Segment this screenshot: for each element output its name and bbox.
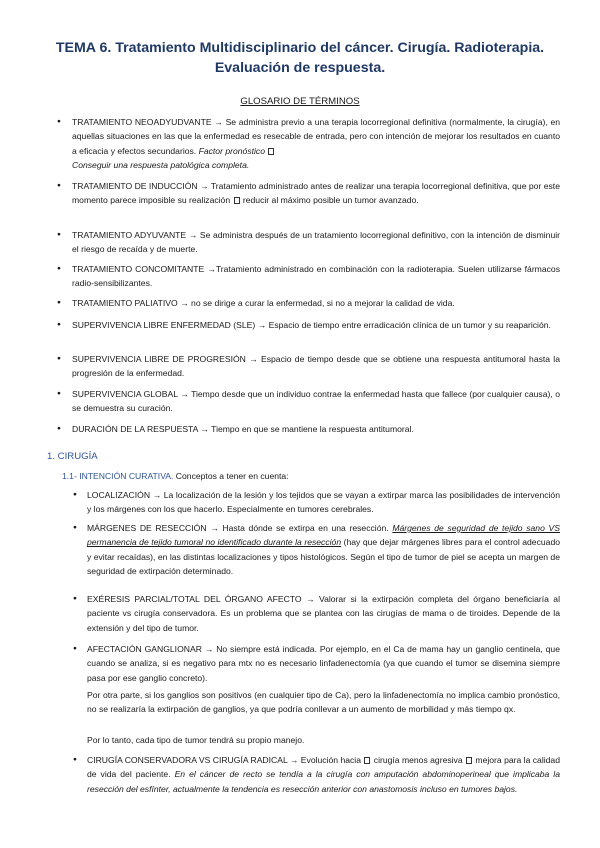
glossary-item-paliativo: ● TRATAMIENTO PALIATIVO → no se dirige a curar la enfermedad, si no a mejorar la calidad de vida. bbox=[72, 296, 560, 310]
glossary-item-induccion: ● TRATAMIENTO DE INDUCCIÓN → Tratamiento administrado antes de realizar una terapia locorregional definitiva, que por este momento parece imposible su realización reducir al máximo posible un tumor avanzado. bbox=[72, 179, 560, 208]
glossary-item-progresion: ● SUPERVIVENCIA LIBRE DE PROGRESIÓN → Espacio de tiempo desde que se obtiene una respuesta antitumoral hasta la progresión de la enfermedad. bbox=[72, 352, 560, 381]
glossary-item-neoadyuvante: ● TRATAMIENTO NEOADYUDVANTE → Se administra previo a una terapia locorregional definitiva (normalmente, la cirugía), en aquellas situaciones en las que la enfermedad es resecable de entrada, pero con intención de mejorar los resultados en cuanto a eficacia y efectos secundarios. Factor pronóstico Conseguir una respuesta patológica completa. bbox=[72, 115, 560, 172]
checkbox-glyph-icon bbox=[364, 757, 370, 764]
concept-exeresis: ● EXÉRESIS PARCIAL/TOTAL DEL ÓRGANO AFECTO → Valorar si la extirpación completa del órgano beneficiaría al paciente vs cirugía conservadora. Es un problema que se plantea con las cirugías de mama o de tiroides. Depende de la extensión y del tipo de tumor. bbox=[87, 592, 560, 635]
document-title bbox=[40, 38, 560, 78]
glossary-item-duracion: ● DURACIÓN DE LA RESPUESTA → Tiempo en que se mantiene la respuesta antitumoral. bbox=[72, 422, 560, 436]
concept-afectacion-ganglionar: ● AFECTACIÓN GANGLIONAR → No siempre está indicada. Por ejemplo, en el Ca de mama hay un ganglio centinela, que cuando se analiza, si es negativo para mtx no es necesario linfadenectomía (ya que cuando el tumor se disemina siempre pasa por ese ganglio concreto). bbox=[87, 642, 560, 685]
glossary-item-adyuvante: ● TRATAMIENTO ADYUVANTE → Se administra después de un tratamiento locorregional definitivo, con la intención de disminuir el riesgo de recaída y de muerte. bbox=[72, 228, 560, 257]
section-heading-cirugia: 1. CIRUGÍA bbox=[47, 451, 98, 462]
title-line-1: TEMA 6. Tratamiento Multidisciplinario del cáncer. Cirugía. Radioterapia. bbox=[55, 40, 545, 56]
concept-localizacion: ● LOCALIZACIÓN → La localización de la lesión y los tejidos que se vayan a extirpar marca las posibilidades de intervención y los márgenes con los que hacerlo. Especialmente en tumores cerebrales. bbox=[87, 488, 560, 517]
checkbox-glyph-icon bbox=[466, 757, 472, 764]
concept-margenes: ● MÁRGENES DE RESECCIÓN → Hasta dónde se extirpa en una resección. Márgenes de seguridad de tejido sano VS permanencia de tejido tumoral no identificado durante la resección (hay que dejar márgenes libres para el control adecuado y evitar recaídas), en las distintas localizaciones y tipos histológicos. Según el tipo de tumor de piel se acepta un margen de seguridad de extirpación determinado. bbox=[87, 521, 560, 578]
checkbox-glyph-icon bbox=[234, 197, 240, 204]
title-line-2: Evaluación de respuesta. bbox=[214, 60, 386, 76]
paragraph-manejo: Por lo tanto, cada tipo de tumor tendrá su propio manejo. bbox=[87, 735, 305, 745]
paragraph-ganglios-positivos: Por otra parte, si los ganglios son positivos (en cualquier tipo de Ca), pero la linfadenectomía no implica cambio pronóstico, no se realizaría la extirpación de ganglios, ya que podría conllevar a un aumento de morbilidad y más tiempo qx. bbox=[87, 690, 560, 715]
subsection-heading: 1.1- INTENCIÓN CURATIVA. Conceptos a tener en cuenta: bbox=[62, 471, 289, 481]
concept-cirugia-conservadora: ● CIRUGÍA CONSERVADORA VS CIRUGÍA RADICAL → Evolución hacia cirugía menos agresiva mejora para la calidad de vida del paciente. En el cáncer de recto se tendía a la cirugía con amputación abdominoperineal que implicaba la resección del esfínter, actualmente la tendencia es resección anterior con anastomosis incluso en tumores bajos. bbox=[87, 753, 560, 796]
glossary-item-concomitante: ● TRATAMIENTO CONCOMITANTE →Tratamiento administrado en combinación con la radioterapia. Suelen utilizarse fármacos radio-sensibilizantes. bbox=[72, 262, 560, 291]
glossary-item-global: ● SUPERVIVENCIA GLOBAL → Tiempo desde que un individuo contrae la enfermedad hasta que fallece (por cualquier causa), o se demuestra su curación. bbox=[72, 387, 560, 416]
checkbox-glyph-icon bbox=[268, 148, 274, 155]
glossary-item-sle: ● SUPERVIVENCIA LIBRE ENFERMEDAD (SLE) → Espacio de tiempo entre erradicación clínica de un tumor y su reaparición. bbox=[72, 318, 560, 332]
glossary-heading: GLOSARIO DE TÉRMINOS bbox=[240, 96, 360, 107]
